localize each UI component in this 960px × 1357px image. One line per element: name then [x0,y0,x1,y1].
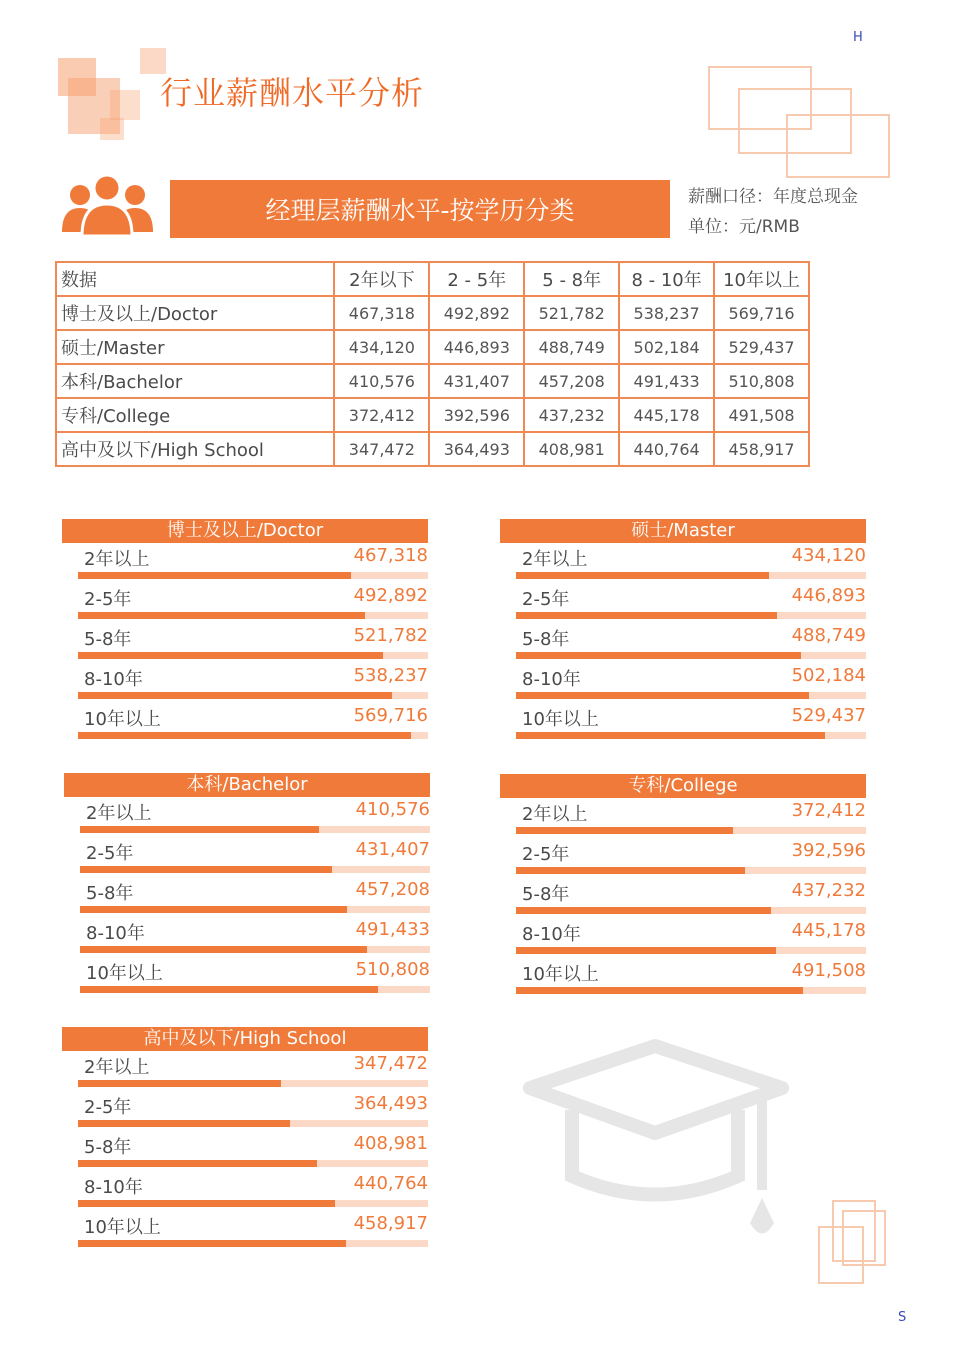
bar-row [64,877,430,917]
bar-label: 2年以上 [86,803,152,824]
table-cell: 364,493 [429,432,524,466]
bar-track [78,652,428,659]
bar-fill [516,907,771,914]
bar-fill [78,652,383,659]
bar-track [516,987,866,994]
salary-table [55,261,810,467]
bar-row [500,918,866,958]
bar-track [78,612,428,619]
bar-row [500,798,866,838]
bar-track [78,1080,428,1087]
table-header-cell: 5 - 8年 [524,262,619,296]
table-cell: 538,237 [619,296,714,330]
bar-label: 8-10年 [522,669,581,690]
bar-value: 434,120 [791,545,866,566]
table-cell: 502,184 [619,330,714,364]
page-title: 行业薪酬水平分析 [160,74,425,112]
panel-title: 本科/Bachelor [64,773,430,797]
table-cell: 467,318 [334,296,429,330]
bar-fill [78,1200,335,1207]
bar-row [62,703,428,743]
bar-track [80,866,430,873]
corner-letter-s: S [898,1310,907,1325]
corner-letter-h: H [853,30,863,45]
bar-track [78,1200,428,1207]
bar-fill [516,692,809,699]
bar-label: 2年以上 [522,549,588,570]
bar-value: 488,749 [791,625,866,646]
table-header-cell: 10年以上 [714,262,809,296]
table-cell: 431,407 [429,364,524,398]
bar-value: 347,472 [353,1053,428,1074]
table-row [56,364,809,398]
bar-track [516,652,866,659]
bar-value: 410,576 [355,799,430,820]
bar-row [500,543,866,583]
bar-value: 492,892 [353,585,428,606]
bar-label: 2-5年 [84,589,132,610]
bar-track [80,986,430,993]
bar-row [64,837,430,877]
bar-track [78,732,428,739]
bar-fill [516,652,801,659]
bar-fill [80,826,319,833]
bar-row [62,1051,428,1091]
table-header-row [56,262,809,296]
bar-row [62,1171,428,1211]
bar-row [64,917,430,957]
bar-fill [516,612,777,619]
bar-label: 2-5年 [84,1097,132,1118]
bar-label: 10年以上 [522,964,599,985]
bar-label: 10年以上 [522,709,599,730]
bar-fill [80,986,378,993]
table-header-cell: 2 - 5年 [429,262,524,296]
table-cell: 440,764 [619,432,714,466]
table-cell: 458,917 [714,432,809,466]
bar-row [64,957,430,997]
bar-label: 8-10年 [86,923,145,944]
bar-row [62,583,428,623]
bar-track [78,1240,428,1247]
bar-label: 10年以上 [84,1217,161,1238]
bar-label: 5-8年 [522,629,570,650]
bar-track [78,692,428,699]
bar-label: 2年以上 [522,804,588,825]
table-cell: 445,178 [619,398,714,432]
bar-track [516,612,866,619]
bar-row [500,623,866,663]
table-cell: 529,437 [714,330,809,364]
table-cell: 434,120 [334,330,429,364]
panel-title: 高中及以下/High School [62,1027,428,1051]
bar-row [500,583,866,623]
panel-college [500,774,866,998]
bar-row [62,623,428,663]
section-banner: 经理层薪酬水平-按学历分类 [170,180,670,238]
table-cell: 491,433 [619,364,714,398]
bar-value: 467,318 [353,545,428,566]
bar-label: 2年以上 [84,549,150,570]
bar-track [516,947,866,954]
bar-fill [516,732,825,739]
bar-fill [78,1240,346,1247]
bar-value: 445,178 [791,920,866,941]
bar-label: 2-5年 [86,843,134,864]
panel-title: 专科/College [500,774,866,798]
row-label: 本科/Bachelor [56,364,334,398]
bar-track [80,826,430,833]
bar-fill [516,827,733,834]
bar-track [516,732,866,739]
row-label: 博士及以上/Doctor [56,296,334,330]
bar-value: 372,412 [791,800,866,821]
bar-fill [78,1160,317,1167]
bar-fill [78,572,351,579]
bar-track [78,572,428,579]
table-cell: 347,472 [334,432,429,466]
bar-value: 392,596 [791,840,866,861]
people-group-icon [60,172,155,238]
bar-value: 364,493 [353,1093,428,1114]
bar-fill [516,947,776,954]
bar-value: 457,208 [355,879,430,900]
bar-fill [516,867,745,874]
row-label: 高中及以下/High School [56,432,334,466]
table-header-cell: 8 - 10年 [619,262,714,296]
panel-title: 硕士/Master [500,519,866,543]
bar-label: 10年以上 [86,963,163,984]
bar-fill [78,692,392,699]
bar-value: 538,237 [353,665,428,686]
panel-high-school [62,1027,428,1251]
bar-row [62,1091,428,1131]
bar-fill [78,1120,290,1127]
panel-master [500,519,866,743]
bar-track [80,946,430,953]
table-cell: 372,412 [334,398,429,432]
bar-value: 569,716 [353,705,428,726]
table-row [56,432,809,466]
bar-track [78,1120,428,1127]
bar-row [500,878,866,918]
table-header-cell: 2年以下 [334,262,429,296]
bar-track [78,1160,428,1167]
bar-value: 408,981 [353,1133,428,1154]
graduation-cap-icon [520,1038,790,1253]
bar-row [62,663,428,703]
bar-label: 10年以上 [84,709,161,730]
bar-label: 2年以上 [84,1057,150,1078]
bar-track [80,906,430,913]
bar-row [500,663,866,703]
bar-label: 8-10年 [84,669,143,690]
table-row [56,330,809,364]
salary-basis-note: 薪酬口径：年度总现金 [688,187,858,207]
table-cell: 492,892 [429,296,524,330]
bar-fill [80,906,347,913]
bar-fill [516,987,803,994]
bar-label: 5-8年 [86,883,134,904]
bar-value: 458,917 [353,1213,428,1234]
bar-value: 529,437 [791,705,866,726]
table-row [56,296,809,330]
table-cell: 437,232 [524,398,619,432]
bar-fill [78,1080,281,1087]
bar-row [500,838,866,878]
table-row [56,398,809,432]
bar-row [62,1131,428,1171]
bar-fill [78,612,365,619]
table-header-cell: 数据 [56,262,334,296]
bar-fill [516,572,769,579]
panel-doctor [62,519,428,743]
bar-fill [80,866,332,873]
bar-value: 491,508 [791,960,866,981]
bar-value: 431,407 [355,839,430,860]
panel-bachelor [64,773,430,997]
bar-fill [78,732,411,739]
bar-track [516,692,866,699]
panel-title: 博士及以上/Doctor [62,519,428,543]
bar-label: 8-10年 [84,1177,143,1198]
bar-row [64,797,430,837]
bar-value: 510,808 [355,959,430,980]
table-cell: 408,981 [524,432,619,466]
bar-fill [80,946,367,953]
bar-label: 5-8年 [84,629,132,650]
bar-label: 5-8年 [522,884,570,905]
bar-value: 437,232 [791,880,866,901]
unit-note: 单位：元/RMB [688,217,800,237]
table-cell: 521,782 [524,296,619,330]
table-cell: 392,596 [429,398,524,432]
bar-label: 2-5年 [522,589,570,610]
bar-track [516,572,866,579]
bar-value: 502,184 [791,665,866,686]
table-cell: 410,576 [334,364,429,398]
bar-value: 521,782 [353,625,428,646]
bar-label: 8-10年 [522,924,581,945]
table-cell: 569,716 [714,296,809,330]
bar-row [62,1211,428,1251]
bar-row [500,703,866,743]
table-cell: 488,749 [524,330,619,364]
bar-value: 491,433 [355,919,430,940]
bar-label: 2-5年 [522,844,570,865]
table-cell: 457,208 [524,364,619,398]
bar-label: 5-8年 [84,1137,132,1158]
bar-track [516,827,866,834]
bar-value: 446,893 [791,585,866,606]
table-cell: 446,893 [429,330,524,364]
row-label: 专科/College [56,398,334,432]
bar-value: 440,764 [353,1173,428,1194]
bar-track [516,907,866,914]
table-cell: 491,508 [714,398,809,432]
bar-row [500,958,866,998]
row-label: 硕士/Master [56,330,334,364]
bar-track [516,867,866,874]
table-cell: 510,808 [714,364,809,398]
bar-row [62,543,428,583]
